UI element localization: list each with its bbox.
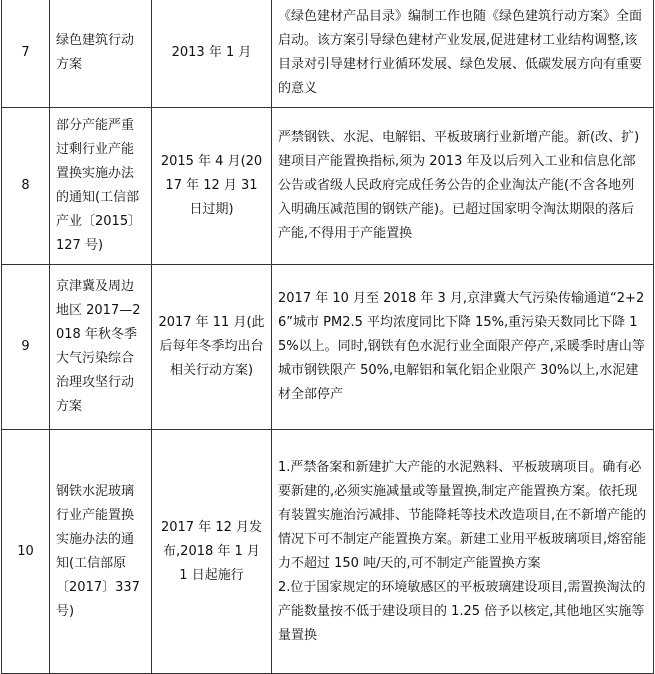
table-row — [2, 265, 654, 430]
policy-table — [1, 0, 654, 674]
row-number: 8 — [2, 108, 50, 265]
row-number: 10 — [2, 430, 50, 674]
policy-content — [272, 430, 654, 674]
policy-name: 部分产能严重过剩行业产能置换实施办法的通知(工信部产业〔2015〕127 号) — [50, 108, 152, 265]
policy-content: 严禁钢铁、水泥、电解铝、平板玻璃行业新增产能。新(改、扩)建项目产能置换指标,须为 2013 年及以后列入工业和信息化部公告或省级人民政府完成任务公告的企业淘汰产能(不含各地列入明确压减范围的钢铁产能)。已超过国家明令淘汰期限的落后产能,不得用于产能置换 — [272, 108, 654, 265]
policy-content: 《绿色建材产品目录》编制工作也随《绿色建筑行动方案》全面启动。该方案引导绿色建材产业发展,促进建材工业结构调整,该目录对引导建材行业循环发展、绿色发展、低碳发展方向有重要的意义 — [272, 0, 654, 108]
policy-name: 绿色建筑行动方案 — [50, 0, 152, 108]
row-number: 9 — [2, 265, 50, 430]
table-row — [2, 430, 654, 674]
content-paragraph: 2.位于国家规定的环境敏感区的平板玻璃建设项目,需置换淘汰的产能数量按不低于建设项目的 1.25 倍予以核定,其他地区实施等量置换 — [278, 579, 646, 643]
policy-date: 2017 年 12 月发布,2018 年 1 月 1 日起施行 — [152, 430, 272, 674]
policy-name: 钢铁水泥玻璃行业产能置换实施办法的通知(工信部原〔2017〕337 号) — [50, 430, 152, 674]
policy-date: 2017 年 11 月(此后每年冬季均出台相关行动方案) — [152, 265, 272, 430]
policy-date: 2015 年 4 月(2017 年 12 月 31 日过期) — [152, 108, 272, 265]
policy-name: 京津冀及周边地区 2017—2018 年秋冬季大气污染综合治理攻坚行动方案 — [50, 265, 152, 430]
content-paragraph: 1.严禁备案和新建扩大产能的水泥熟料、平板玻璃项目。确有必要新建的,必须实施减量或等量置换,制定产能置换方案。依托现有装置实施治污减排、节能降耗等技术改造项目,在不新增产能的情况下可不制定产能置换方案。新建工业用平板玻璃项目,熔窑能力不超过 150 吨/天的,可不制定产能置换方案 — [278, 459, 647, 571]
row-number: 7 — [2, 0, 50, 108]
policy-content: 2017 年 10 月至 2018 年 3 月,京津冀大气污染传输通道“2+26”城市 PM2.5 平均浓度同比下降 15%,重污染天数同比下降 15%以上。同时,钢铁有色水泥行业全面限产停产,采暖季时唐山等城市钢铁限产 50%,电解铝和氧化铝企业限产 30%以上,水泥建材全部停产 — [272, 265, 654, 430]
table-row — [2, 0, 654, 108]
table-row — [2, 108, 654, 265]
policy-date: 2013 年 1 月 — [152, 0, 272, 108]
